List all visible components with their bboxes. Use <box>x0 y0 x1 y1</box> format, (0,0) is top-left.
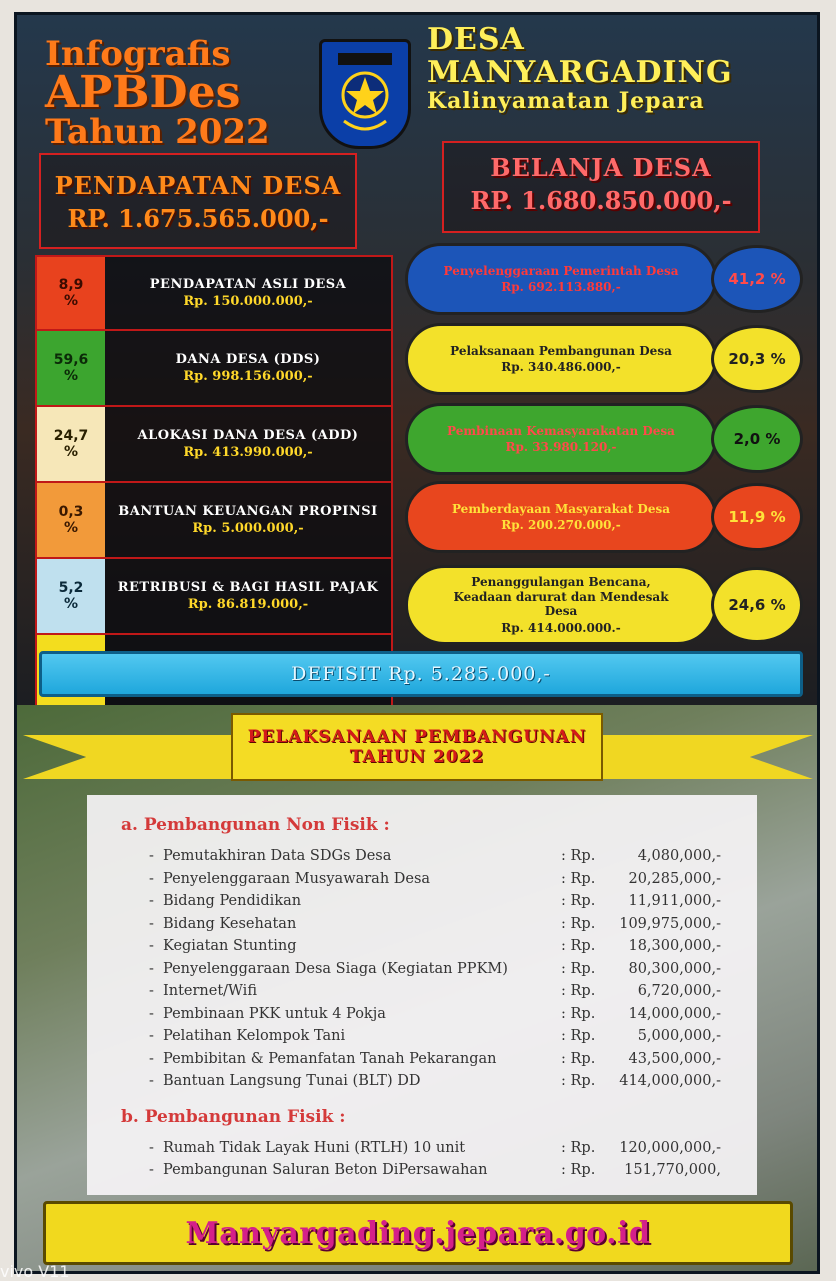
bullet-dash: - <box>149 983 154 999</box>
income-name: PENDAPATAN ASLI DESA <box>149 277 347 292</box>
income-detail <box>105 257 391 329</box>
bullet-dash: - <box>149 1139 154 1156</box>
list-item <box>111 1025 733 1048</box>
expense-percent: 11,9 % <box>711 483 803 551</box>
title-year: Tahun 2022 <box>45 112 270 152</box>
item-name: Pemutakhiran Data SDGs Desa <box>163 848 392 864</box>
item-value: 14,000,000,- <box>628 1005 721 1022</box>
bullet-dash: - <box>149 1050 154 1067</box>
expense-item <box>405 323 817 395</box>
item-value: 43,500,000,- <box>628 1050 721 1067</box>
income-detail <box>105 331 391 405</box>
income-table <box>35 255 393 711</box>
village-desa-label: DESA <box>427 22 525 57</box>
income-detail <box>105 483 391 557</box>
expense-name: Penanggulangan Bencana, Keadaan darurat dan Mendesak Desa <box>453 575 669 619</box>
pembangunan-panel <box>87 795 757 1195</box>
village-heading <box>427 23 733 113</box>
income-name: DANA DESA (DDS) <box>175 352 321 367</box>
item-name: Internet/Wifi <box>163 983 257 999</box>
item-name: Bidang Kesehatan <box>163 915 297 932</box>
expense-name: Penyelenggaraan Pemerintah Desa <box>443 263 679 278</box>
item-value: 11,911,000,- <box>628 893 721 909</box>
income-percent: 0,3 % <box>37 483 105 557</box>
list-item <box>111 1003 733 1026</box>
income-amount: Rp. 86.819.000,- <box>187 597 309 612</box>
bullet-dash: - <box>149 893 154 909</box>
item-name: Rumah Tidak Layak Huni (RTLH) 10 unit <box>163 1139 466 1156</box>
income-amount: Rp. 5.000.000,- <box>192 521 304 536</box>
belanja-total-box <box>442 141 760 233</box>
pembangunan-title: PELAKSANAAN PEMBANGUNAN <box>247 727 587 747</box>
list-item <box>111 1137 733 1160</box>
income-row <box>35 407 393 483</box>
item-name: Bidang Pendidikan <box>163 893 302 909</box>
item-value: 151,770,000, <box>624 1162 721 1178</box>
fisik-list <box>111 1137 733 1182</box>
bullet-dash: - <box>149 1028 154 1044</box>
list-item <box>111 980 733 1003</box>
item-name: Kegiatan Stunting <box>163 938 297 954</box>
item-currency: : Rp. <box>561 870 596 887</box>
income-amount: Rp. 413.990.000,- <box>183 445 313 460</box>
pembangunan-ribbon <box>23 721 813 785</box>
income-name: RETRIBUSI & BAGI HASIL PAJAK <box>117 580 379 595</box>
village-region: Kalinyamatan Jepara <box>427 88 705 114</box>
belanja-amount: RP. 1.680.850.000,- <box>470 186 732 215</box>
expense-percent: 2,0 % <box>711 405 803 473</box>
village-name: MANYARGADING <box>427 55 733 90</box>
item-value: 109,975,000,- <box>619 915 721 932</box>
item-currency: : Rp. <box>561 1028 596 1044</box>
item-value: 120,000,000,- <box>619 1139 721 1156</box>
top-section <box>17 15 817 705</box>
income-row <box>35 559 393 635</box>
income-percent: 24,7 % <box>37 407 105 481</box>
pembangunan-year: TAHUN 2022 <box>349 747 485 767</box>
title-infografis: Infografis <box>45 34 231 74</box>
item-currency: : Rp. <box>561 983 596 999</box>
emblem-icon <box>330 49 400 139</box>
belanja-title: BELANJA DESA <box>490 153 712 182</box>
item-currency: : Rp. <box>561 1162 596 1178</box>
pendapatan-amount: RP. 1.675.565.000,- <box>67 204 329 233</box>
item-currency: : Rp. <box>561 1073 596 1089</box>
fisik-title: b. Pembangunan Fisik : <box>121 1106 346 1127</box>
infographic-title <box>45 34 270 152</box>
bullet-dash: - <box>149 848 154 864</box>
expense-amount: Rp. 200.270.000,- <box>501 518 621 533</box>
expense-percent: 41,2 % <box>711 245 803 313</box>
income-row <box>35 483 393 559</box>
item-value: 20,285,000,- <box>628 870 721 887</box>
item-name: Pelatihan Kelompok Tani <box>163 1028 346 1044</box>
list-item <box>111 845 733 868</box>
defisit-banner: DEFISIT Rp. 5.285.000,- <box>39 651 803 697</box>
expense-amount: Rp. 692.113.880,- <box>501 280 621 295</box>
non-fisik-list <box>111 845 733 1093</box>
income-detail <box>105 559 391 633</box>
bullet-dash: - <box>149 1162 154 1178</box>
list-item <box>111 1048 733 1071</box>
list-item <box>111 958 733 981</box>
item-currency: : Rp. <box>561 938 596 954</box>
expense-item <box>405 243 817 315</box>
income-row <box>35 255 393 331</box>
income-percent: 5,2 % <box>37 559 105 633</box>
item-currency: : Rp. <box>561 915 596 932</box>
item-name: Pembibitan & Pemanfatan Tanah Pekarangan <box>163 1050 497 1067</box>
infographic-poster <box>14 12 820 1274</box>
pendapatan-total-box <box>39 153 357 249</box>
item-currency: : Rp. <box>561 1005 596 1022</box>
expense-name: Pemberdayaan Masyarakat Desa <box>451 501 670 516</box>
expense-amount: Rp. 414.000.000.- <box>501 620 621 635</box>
expense-pill <box>405 481 717 553</box>
expense-pill <box>405 243 717 315</box>
income-row <box>35 331 393 407</box>
list-item <box>111 1159 733 1182</box>
expense-pill <box>405 565 717 645</box>
expense-pill <box>405 403 717 475</box>
item-name: Pembangunan Saluran Beton DiPersawahan <box>163 1162 488 1178</box>
item-value: 6,720,000,- <box>637 983 721 999</box>
expense-pill <box>405 323 717 395</box>
pendapatan-title: PENDAPATAN DESA <box>54 171 342 200</box>
bullet-dash: - <box>149 1073 154 1089</box>
jepara-emblem-logo <box>319 39 411 149</box>
expense-amount: Rp. 340.486.000,- <box>501 360 621 375</box>
item-name: Pembinaan PKK untuk 4 Pokja <box>163 1005 386 1022</box>
expense-percent: 24,6 % <box>711 567 803 643</box>
website-footer: Manyargading.jepara.go.id <box>43 1201 793 1265</box>
ribbon-title-box <box>231 713 603 781</box>
expense-item <box>405 403 817 475</box>
item-currency: : Rp. <box>561 1050 596 1067</box>
income-name: ALOKASI DANA DESA (ADD) <box>137 428 359 443</box>
item-value: 18,300,000,- <box>628 938 721 954</box>
list-item <box>111 868 733 891</box>
item-currency: : Rp. <box>561 960 596 977</box>
item-currency: : Rp. <box>561 1139 596 1156</box>
item-value: 4,080,000,- <box>637 848 721 864</box>
income-detail <box>105 407 391 481</box>
expense-name: Pembinaan Kemasyarakatan Desa <box>447 423 675 438</box>
expense-item <box>405 481 817 553</box>
item-value: 5,000,000,- <box>637 1028 721 1044</box>
bullet-dash: - <box>149 960 154 977</box>
item-currency: : Rp. <box>561 893 596 909</box>
non-fisik-title: a. Pembangunan Non Fisik : <box>121 815 390 835</box>
expense-amount: Rp. 33.980.120,- <box>505 440 617 455</box>
list-item <box>111 890 733 913</box>
expense-percent: 20,3 % <box>711 325 803 393</box>
title-apbdes: APBDes <box>45 67 241 118</box>
bullet-dash: - <box>149 870 154 887</box>
income-amount: Rp. 998.156.000,- <box>183 369 313 384</box>
expense-item <box>405 565 817 645</box>
expense-name: Pelaksanaan Pembangunan Desa <box>450 343 672 358</box>
list-item <box>111 1070 733 1093</box>
list-item <box>111 935 733 958</box>
item-name: Penyelenggaraan Musyawarah Desa <box>163 870 431 887</box>
bullet-dash: - <box>149 938 154 954</box>
income-percent: 8,9 % <box>37 257 105 329</box>
item-value: 414,000,000,- <box>619 1073 721 1089</box>
bullet-dash: - <box>149 915 154 932</box>
item-currency: : Rp. <box>561 848 596 864</box>
income-amount: Rp. 150.000.000,- <box>183 294 313 309</box>
camera-watermark: vivo V11 <box>0 1262 70 1281</box>
income-name: BANTUAN KEUANGAN PROPINSI <box>118 504 378 519</box>
item-name: Penyelenggaraan Desa Siaga (Kegiatan PPKM) <box>163 960 508 977</box>
item-value: 80,300,000,- <box>628 960 721 977</box>
list-item <box>111 913 733 936</box>
bullet-dash: - <box>149 1005 154 1022</box>
income-percent: 59,6 % <box>37 331 105 405</box>
item-name: Bantuan Langsung Tunai (BLT) DD <box>163 1073 421 1089</box>
